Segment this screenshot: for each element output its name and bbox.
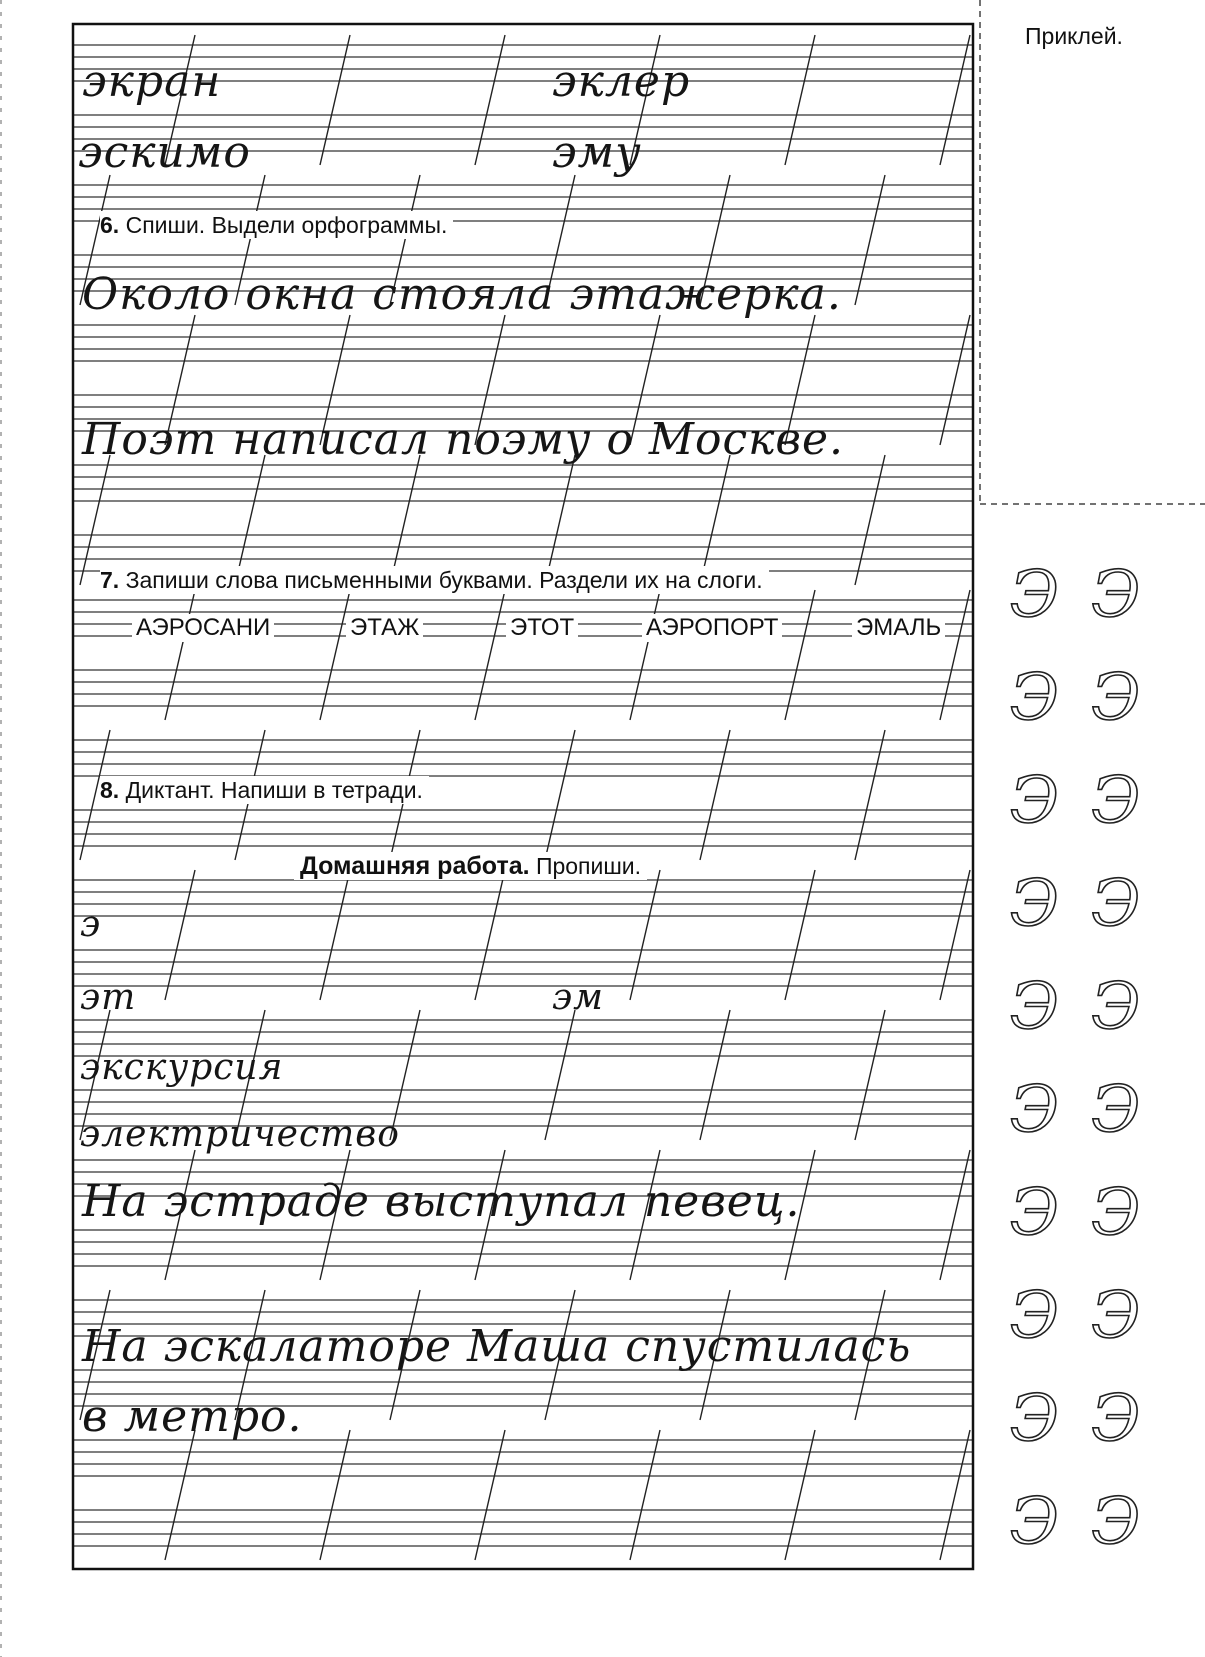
homework-heading	[294, 852, 647, 880]
sample-word-ekler: эклер	[552, 56, 691, 107]
slant-line	[165, 590, 195, 720]
slant-line	[940, 1430, 970, 1560]
slant-line	[630, 870, 660, 1000]
slant-line	[855, 1010, 885, 1140]
task-7-heading	[100, 566, 769, 594]
sample-word-ekran: экран	[82, 56, 222, 107]
slant-line	[475, 1430, 505, 1560]
tracing-letter-pair: Э Э	[1010, 661, 1147, 735]
slant-line	[475, 590, 505, 720]
task-8-number: 8.	[100, 777, 120, 803]
task-8-heading	[100, 776, 429, 804]
slant-line	[165, 1430, 195, 1560]
slant-line	[700, 1010, 730, 1140]
task-7-word: ЭМАЛЬ	[852, 614, 945, 642]
task-6-line-1: Около окна стояла этажерка.	[82, 269, 842, 320]
homework-line-5: На эстраде выступал певец.	[82, 1176, 801, 1227]
slant-line	[475, 35, 505, 165]
tracing-letter-pair: Э Э	[1010, 1073, 1147, 1147]
tracing-letter-pair: Э Э	[1010, 1279, 1147, 1353]
tracing-letter-pair: Э Э	[1010, 970, 1147, 1044]
slant-line	[855, 455, 885, 585]
slant-line	[320, 590, 350, 720]
slant-line	[320, 35, 350, 165]
tracing-letter-pair: Э Э	[1010, 1382, 1147, 1456]
task-6-number: 6.	[100, 212, 120, 238]
homework-text: Пропиши.	[535, 853, 642, 879]
slant-line	[700, 730, 730, 860]
slant-line	[940, 590, 970, 720]
homework-line-7: в метро.	[82, 1391, 303, 1442]
task-6-line-2: Поэт написал поэму о Москве.	[82, 414, 845, 465]
tracing-letter-pair: Э Э	[1010, 1485, 1147, 1559]
homework-line-6: На эскалаторе Маша спустилась	[82, 1321, 912, 1372]
paste-label: Приклей.	[1025, 23, 1123, 49]
slant-line	[475, 870, 505, 1000]
tracing-letter-pair: Э Э	[1010, 764, 1147, 838]
homework-line-2b: эм	[552, 977, 605, 1018]
homework-line-2a: эт	[80, 977, 137, 1018]
slant-line	[785, 870, 815, 1000]
task-7-word: ЭТАЖ	[346, 614, 423, 642]
homework-line-1: э	[80, 904, 102, 945]
task-7-number: 7.	[100, 567, 120, 593]
slant-line	[855, 730, 885, 860]
slant-line	[545, 730, 575, 860]
sample-word-emu: эму	[552, 127, 642, 178]
slant-line	[785, 35, 815, 165]
task-6-text: Спиши. Выдели орфограммы.	[125, 212, 448, 238]
slant-line	[165, 870, 195, 1000]
slant-line	[320, 1430, 350, 1560]
slant-line	[630, 1430, 660, 1560]
slant-line	[545, 1010, 575, 1140]
homework-title: Домашняя работа.	[300, 852, 530, 880]
tracing-letter-pair: Э Э	[1010, 1176, 1147, 1250]
slant-line	[785, 590, 815, 720]
sample-word-eskimo: эскимо	[78, 127, 251, 178]
task-7-word: ЭТОТ	[506, 614, 578, 642]
task-7-text: Запиши слова письменными буквами. Раздели их на слоги.	[125, 567, 763, 593]
slant-line	[320, 870, 350, 1000]
tracing-letter-pair: Э Э	[1010, 867, 1147, 941]
slant-line	[855, 175, 885, 305]
task-7-word: АЭРОПОРТ	[642, 614, 782, 642]
task-8-text: Диктант. Напиши в тетради.	[125, 777, 423, 803]
slant-line	[940, 870, 970, 1000]
task-7-word: АЭРОСАНИ	[132, 614, 274, 642]
homework-line-3: экскурсия	[80, 1047, 284, 1088]
slant-line	[785, 1430, 815, 1560]
slant-line	[630, 590, 660, 720]
slant-line	[940, 315, 970, 445]
homework-line-4: электричество	[80, 1114, 400, 1155]
task-6-heading	[100, 211, 453, 239]
tracing-letter-pair: Э Э	[1010, 558, 1147, 632]
slant-line	[940, 1150, 970, 1280]
slant-line	[940, 35, 970, 165]
